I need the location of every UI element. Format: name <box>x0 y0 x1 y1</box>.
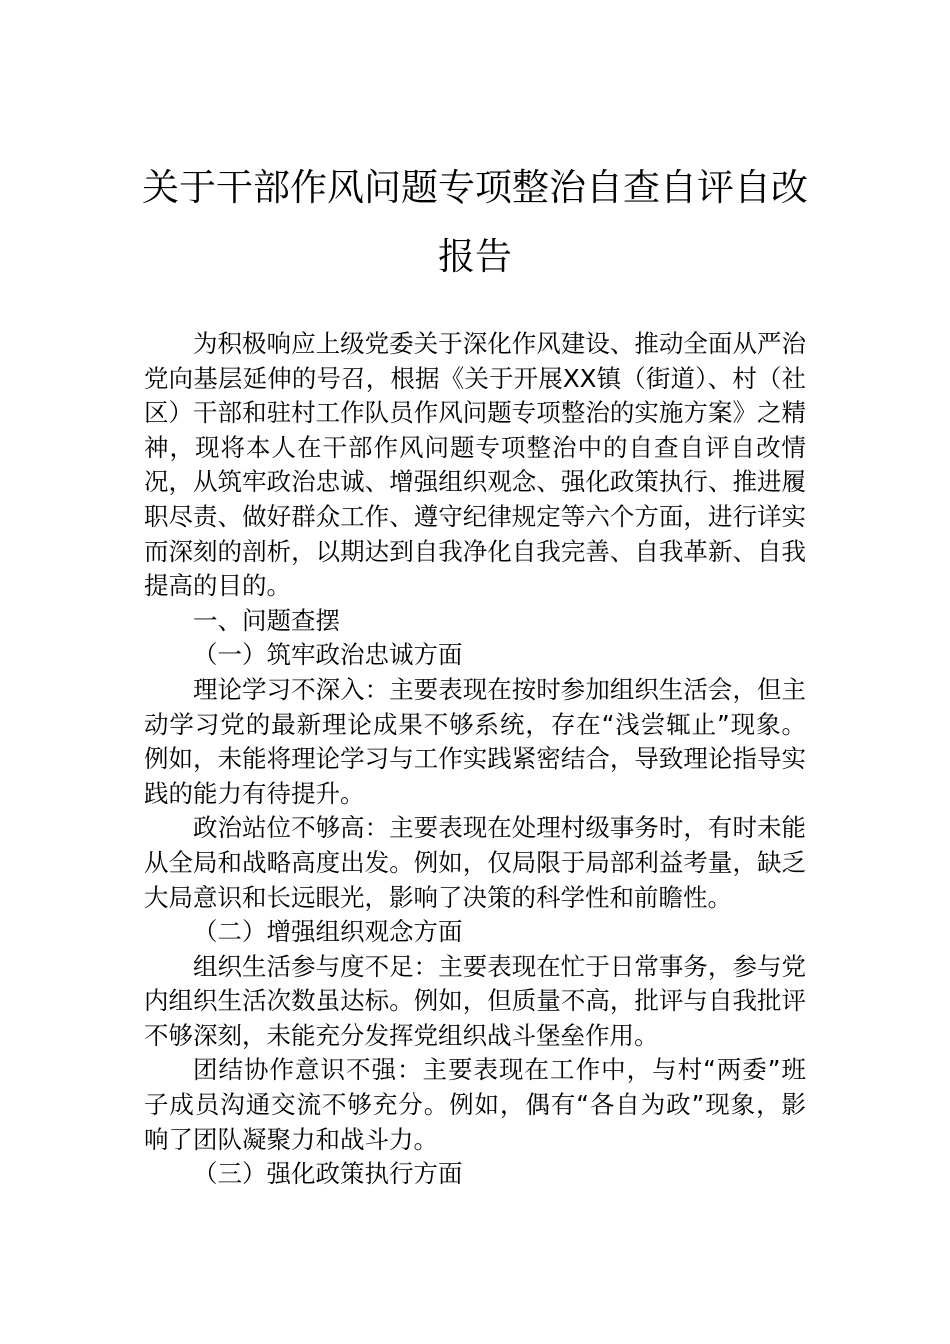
paragraph-teamwork: 团结协作意识不强：主要表现在工作中，与村“两委”班子成员沟通交流不够充分。例如，偶有“各自为政”现象，影响了团队凝聚力和战斗力。 <box>144 1055 806 1154</box>
document-title-line-2: 报告 <box>438 235 512 278</box>
intro-paragraph: 为积极响应上级党委关于深化作风建设、推动全面从严治党向基层延伸的号召，根据《关于开展XX镇（街道）、村（社区）干部和驻村工作队员作风问题专项整治的实施方案》之精神，现将本人在干部作风问题专项整治中的自查自评自改情况，从筑牢政治忠诚、增强组织观念、强化政策执行、推进履职尽责、做好群众工作、遵守纪律规定等六个方面，进行详实而深刻的剖析，以期达到自我净化自我完善、自我革新、自我提高的目的。 <box>144 329 806 601</box>
document-title-line-1: 关于干部作风问题专项整治自查自评自改 <box>142 166 808 209</box>
subsection-heading-political-loyalty: （一）筑牢政治忠诚方面 <box>193 640 463 670</box>
subsection-heading-organization: （二）增强组织观念方面 <box>193 917 463 947</box>
paragraph-political-stance: 政治站位不够高：主要表现在处理村级事务时，有时未能从全局和战略高度出发。例如，仅局限于局部利益考量，缺乏大局意识和长远眼光，影响了决策的科学性和前瞻性。 <box>144 813 806 912</box>
document-body <box>144 327 806 1192</box>
paragraph-theory-study: 理论学习不深入：主要表现在按时参加组织生活会，但主动学习党的最新理论成果不够系统，存在“浅尝辄止”现象。例如，未能将理论学习与工作实践紧密结合，导致理论指导实践的能力有待提升。 <box>144 674 806 808</box>
paragraph-organization-life: 组织生活参与度不足：主要表现在忙于日常事务，参与党内组织生活次数虽达标。例如，但质量不高，批评与自我批评不够深刻，未能充分发挥党组织战斗堡垒作用。 <box>144 951 806 1050</box>
section-heading-problems: 一、问题查摆 <box>193 605 340 635</box>
subsection-heading-policy-execution: （三）强化政策执行方面 <box>193 1159 463 1189</box>
